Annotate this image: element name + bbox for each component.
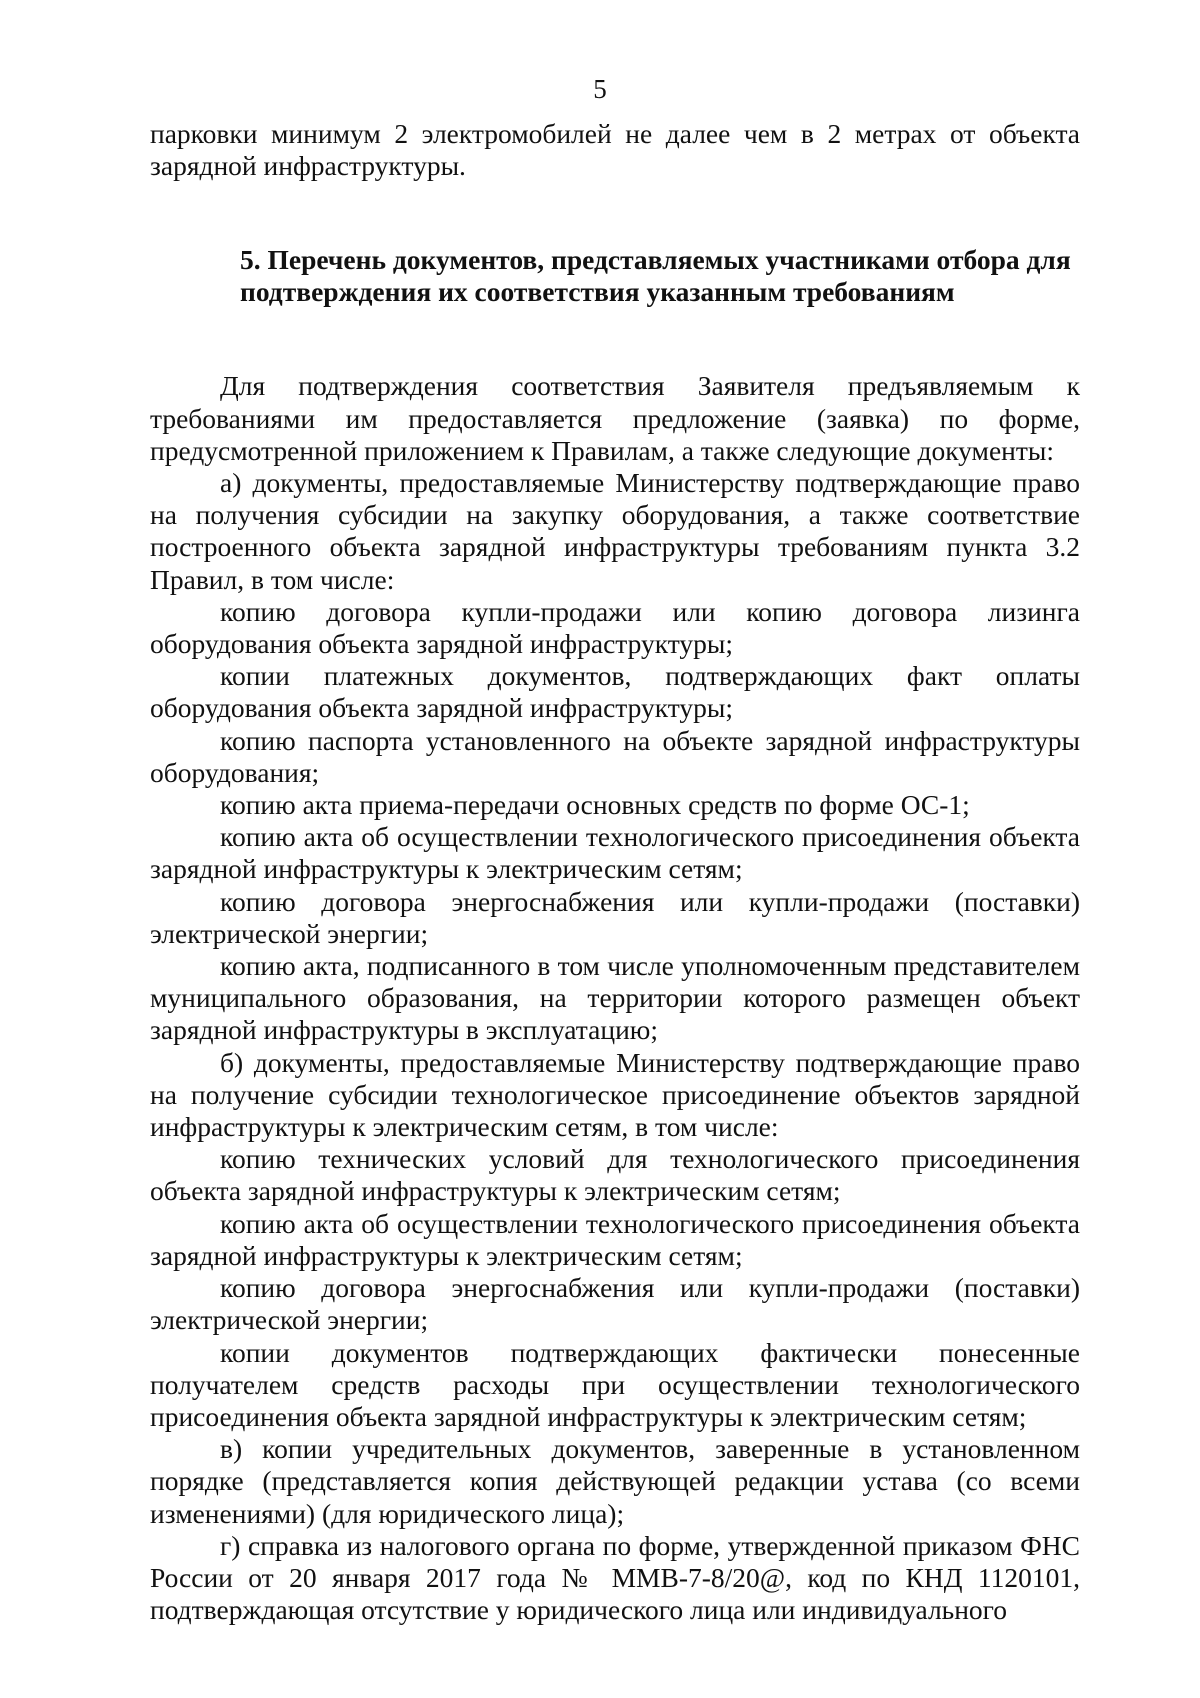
page-number: 5 [593, 74, 607, 104]
paragraph-6: копию акта приема-передачи основных средств по форме ОС-1; [220, 789, 970, 821]
paragraph-3: копию договора купли-продажи или копию договора лизинга оборудования объекта зарядной инфраструктуры; [150, 595, 1080, 660]
paragraph-2: а) документы, предоставляемые Министерству подтверждающие право на получения субсидии на закупку оборудования, а также соответствие построенного объекта зарядной инфраструктуры требованиям пункта 3.2 Правил, в том числе: [150, 467, 1080, 595]
paragraph-10: б) документы, предоставляемые Министерству подтверждающие право на получение субсидии технологическое присоединение объектов зарядной инфраструктуры к электрическим сетям, в том числе: [150, 1046, 1080, 1143]
paragraph-7: копию акта об осуществлении технологического присоединения объекта зарядной инфраструктуры к электрическим сетям; [150, 821, 1080, 885]
paragraph-16: г) справка из налогового органа по форме, утвержденной приказом ФНС России от 20 января 2017 года № ММВ-7-8/20@, код по КНД 1120101, подтверждающая отсутствие у юридического лица или индивидуального [150, 1529, 1080, 1626]
intro-paragraph: парковки минимум 2 электромобилей не далее чем в 2 метрах от объекта зарядной инфраструктуры. [150, 118, 1080, 182]
paragraph-8: копию договора энергоснабжения или купли-продажи (поставки) электрической энергии; [150, 885, 1080, 949]
paragraph-13: копию договора энергоснабжения или купли-продажи (поставки) электрической энергии; [150, 1272, 1080, 1336]
paragraph-14: копии документов подтверждающих фактически понесенные получателем средств расходы при осуществлении технологического присоединения объекта зарядной инфраструктуры к электрическим сетям; [150, 1336, 1080, 1432]
paragraph-1: Для подтверждения соответствия Заявителя предъявляемым к требованиями им предоставляется предложение (заявка) по форме, предусмотренной приложением к Правилам, а также следующие документы: [150, 370, 1080, 466]
paragraph-15: в) копии учредительных документов, заверенные в установленном порядке (представляется копия действующей редакции устава (со всеми изменениями) (для юридического лица); [150, 1433, 1080, 1529]
paragraph-5: копию паспорта установленного на объекте зарядной инфраструктуры оборудования; [150, 724, 1080, 788]
paragraph-4: копии платежных документов, подтверждающих факт оплаты оборудования объекта зарядной инфраструктуры; [150, 660, 1080, 724]
section-heading: 5. Перечень документов, представляемых участниками отбора для подтверждения их соответствия указанным требованиям [240, 244, 1071, 308]
paragraph-11: копию технических условий для технологического присоединения объекта зарядной инфраструктуры к электрическим сетям; [150, 1143, 1080, 1207]
document-body [150, 118, 1080, 1626]
paragraph-12: копию акта об осуществлении технологического присоединения объекта зарядной инфраструктуры к электрическим сетям; [150, 1207, 1080, 1271]
paragraph-9: копию акта, подписанного в том числе уполномоченным представителем муниципального образования, на территории которого размещен объект зарядной инфраструктуры в эксплуатацию; [150, 950, 1080, 1046]
